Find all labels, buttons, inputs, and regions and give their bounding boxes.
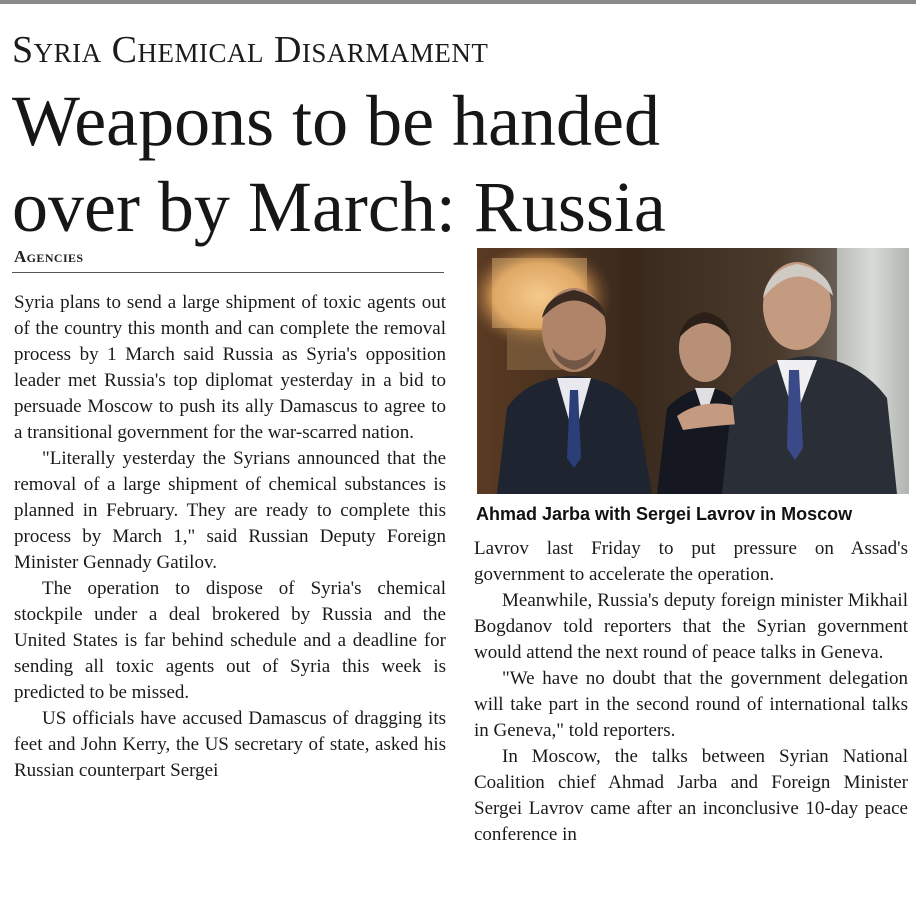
article-column-left	[14, 290, 446, 784]
headline	[12, 78, 892, 250]
article-column-right	[474, 536, 908, 848]
section-kicker: Syria Chemical Disarmament	[12, 29, 489, 71]
paragraph: "Literally yesterday the Syrians announced that the removal of a large shipment of chemical substances is planned in February. They are ready to complete this process by March 1," said Russian Deputy Foreign Minister Gennady Gatilov.	[14, 448, 446, 573]
news-photo	[477, 248, 909, 494]
paragraph: Meanwhile, Russia's deputy foreign minister Mikhail Bogdanov told reporters that the Syrian government would attend the next round of peace talks in Geneva.	[474, 590, 908, 663]
headline-line-2: over by March: Russia	[12, 167, 666, 247]
top-border-rule	[0, 0, 916, 4]
byline: Agencies	[14, 247, 84, 266]
paragraph: Syria plans to send a large shipment of toxic agents out of the country this month and can complete the removal process by 1 March said Russia as Syria's opposition leader met Russia's top diplomat yesterday in a bid to persuade Moscow to push its ally Damascus to agree to a transitional government for the war-scarred nation.	[14, 292, 446, 443]
paragraph: The operation to dispose of Syria's chemical stockpile under a deal brokered by Russia and the United States is far behind schedule and a deadline for sending all toxic agents out of Syria this week is predicted to be missed.	[14, 578, 446, 703]
headline-line-1: Weapons to be handed	[12, 81, 660, 161]
photo-caption: Ahmad Jarba with Sergei Lavrov in Moscow	[476, 504, 853, 524]
paragraph: In Moscow, the talks between Syrian National Coalition chief Ahmad Jarba and Foreign Minister Sergei Lavrov came after an inconclusive 10-day peace conference in	[474, 746, 908, 845]
paragraph: US officials have accused Damascus of dragging its feet and John Kerry, the US secretary of state, asked his Russian counterpart Sergei	[14, 708, 446, 781]
photo-illustration	[477, 248, 909, 494]
byline-divider	[12, 272, 444, 273]
paragraph: "We have no doubt that the government delegation will take part in the second round of international talks in Geneva," told reporters.	[474, 668, 908, 741]
paragraph: Lavrov last Friday to put pressure on Assad's government to accelerate the operation.	[474, 538, 908, 585]
